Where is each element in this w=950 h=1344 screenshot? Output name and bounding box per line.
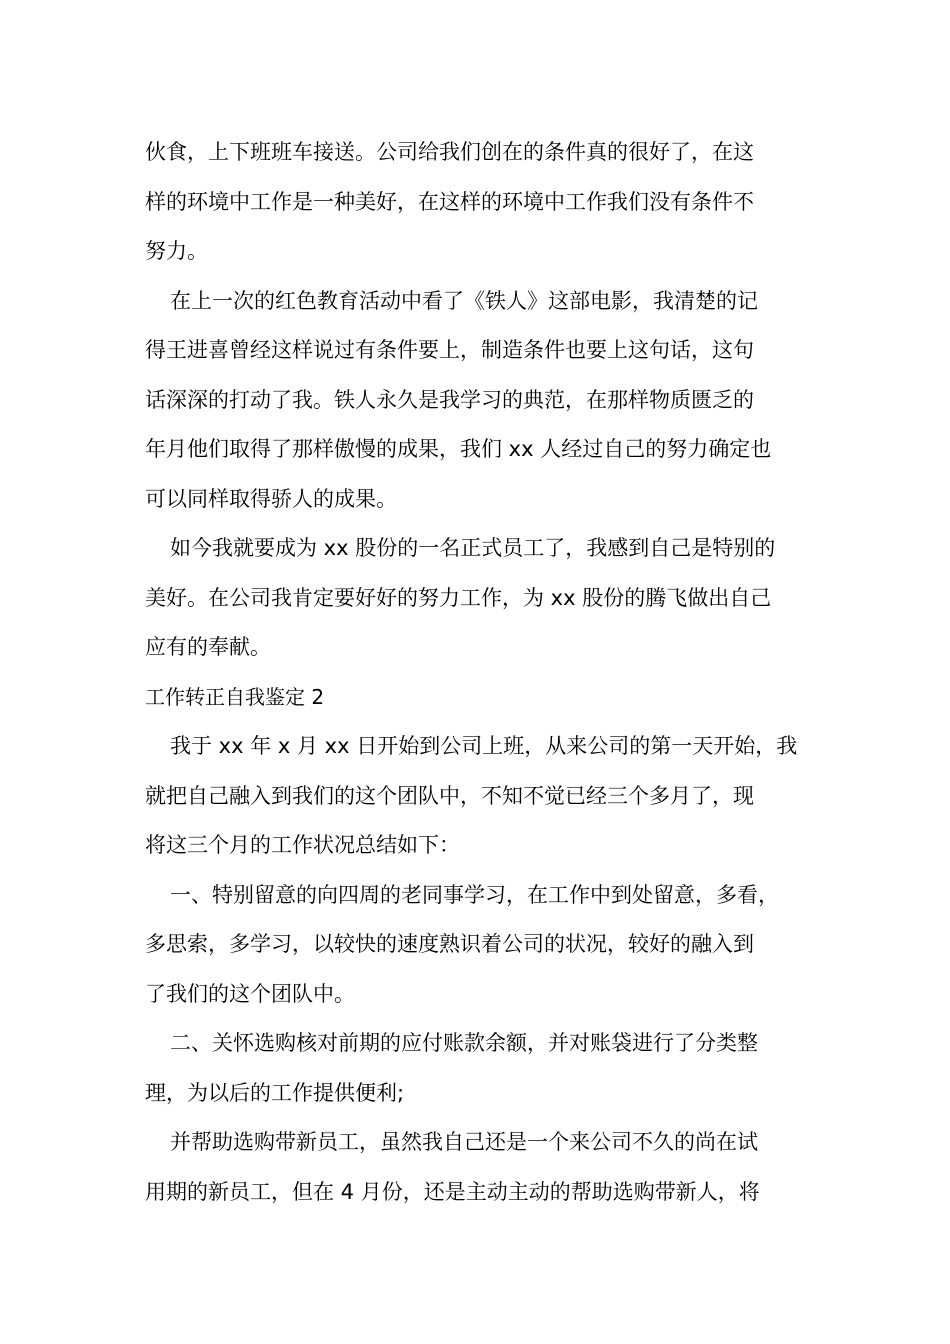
text-line: 用期的新员工，但在 4 月份，还是主动主动的帮助选购带新人，将 — [145, 1179, 760, 1204]
paragraph-first-line: 在上一次的红色教育活动中看了《铁人》这部电影，我清楚的记 — [170, 288, 758, 313]
text-line: 年月他们取得了那样傲慢的成果，我们 xx 人经过自己的努力确定也 — [145, 437, 772, 461]
text-line: 理，为以后的工作提供便利; — [145, 1080, 405, 1105]
text-line: 伙食，上下班班车接送。公司给我们创在的条件真的很好了，在这 — [145, 140, 754, 164]
text-line: 可以同样取得骄人的成果。 — [145, 486, 397, 511]
text-line: 美好。在公司我肯定要好好的努力工作，为 xx 股份的腾飞做出自己 — [145, 585, 772, 610]
text-line: 将这三个月的工作状况总结如下： — [145, 833, 460, 857]
text-line: 就把自己融入到我们的这个团队中，不知不觉已经三个多月了，现 — [145, 783, 754, 808]
paragraph-first-line: 我于 xx 年 x 月 xx 日开始到公司上班，从来公司的第一天开始，我 — [170, 734, 798, 758]
text-line: 努力。 — [145, 239, 208, 263]
text-line: 得王进喜曾经这样说过有条件要上，制造条件也要上这句话，这句 — [145, 338, 754, 362]
text-line: 了我们的这个团队中。 — [145, 981, 355, 1006]
paragraph-first-line: 二、关怀选购核对前期的应付账款余额，并对账袋进行了分类整 — [170, 1031, 758, 1055]
text-line: 多思索，多学习，以较快的速度熟识着公司的状况，较好的融入到 — [145, 932, 754, 956]
paragraph-first-line: 并帮助选购带新员工，虽然我自己还是一个来公司不久的尚在试 — [170, 1130, 758, 1154]
document-body — [145, 128, 815, 1217]
paragraph-first-line: 一、特别留意的向四周的老同事学习，在工作中到处留意，多看， — [170, 882, 779, 907]
text-line: 样的环境中工作是一种美好，在这样的环境中工作我们没有条件不 — [145, 189, 754, 214]
paragraph-first-line: 如今我就要成为 xx 股份的一名正式员工了，我感到自己是特别的 — [170, 536, 776, 560]
section-heading: 工作转正自我鉴定 2 — [145, 684, 325, 709]
text-line: 话深深的打动了我。铁人永久是我学习的典范，在那样物质匮乏的 — [145, 387, 754, 412]
text-line: 应有的奉献。 — [145, 635, 271, 659]
